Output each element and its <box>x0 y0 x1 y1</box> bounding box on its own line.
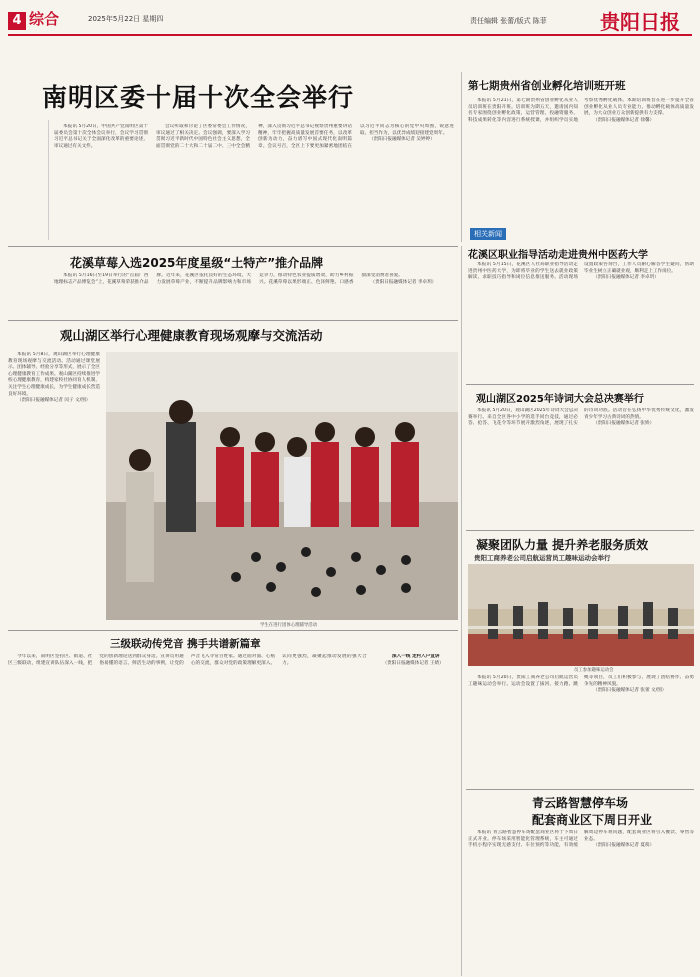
section-rule <box>8 630 458 631</box>
flower-text: 本报讯 5月16日至19日举行的“首届广西地理标志产品博览会”上，花溪草莓荣获推介品牌。近年来，花溪区依托良好的生态环境，大力发展草莓产业，不断提升品牌影响力和市场竞争力，推动特色农业提质增效，助力乡村振兴。花溪草莓以果形端正、色泽鲜艳、口感香甜深受消费者喜爱。 <box>54 273 403 285</box>
psych-text: 本报讯 5月8日，观山湖区举行心理健康教育现场观摩与交流活动。活动通过课堂展示、团体辅导、经验分享等形式，展示了全区心理健康教育工作成果。观山湖区持续推进学校心理健康教育，构建家校社协同育人机制，关注学生心理健康成长，为学生健康成长营造良好环境。 <box>8 352 100 397</box>
volunteer-photo <box>468 564 694 666</box>
column-divider <box>461 246 462 976</box>
main-lead: 本报讯 5月20日，中国共产党南明区第十届委员会第十次全体会议举行，会议学习贯彻习近平总书记关于全面深化改革的重要论述，审议通过有关文件。 <box>54 124 148 149</box>
psych-source: （贵阳日报融媒体记者 闵子 文/图） <box>17 398 91 404</box>
tri-text: 今年以来，南明区坚持区、街道、社区三级联动，组建宣讲队伍深入一线，把党的创新理论送到群众身边。宣讲员用通俗易懂的语言、鲜活生动的事例，让党的声音飞入寻常百姓家。通过面对面、心贴心的交流，群众对党的政策理解更深入、认同更强烈，凝聚起推动发展的强大合力。 <box>8 654 367 666</box>
page-number: 4 综合 <box>8 8 84 28</box>
related-news-tag: 相关新闻 <box>470 228 506 240</box>
incubation-text: 本报讯 5月21日，第七期贵州省创业孵化从业人员培训班在贵阳开班。培训班为期五天，邀请国内知名专家围绕创业孵化政策、运营管理、投融资服务、科技成果转化等内容进行系统授课，并组织学员实地考察优秀孵化载体。本期培训班旨在进一步提升全省创业孵化从业人员专业能力，推动孵化载体高质量发展，为大众创业万众创新提供有力支撑。 <box>468 98 694 123</box>
classroom-photo-icon <box>106 352 458 620</box>
main-left-margin <box>8 120 49 240</box>
parking-source: （贵阳日报融媒体记者 夏萌） <box>593 843 655 849</box>
volunteer-caption: 员工参加趣味运动会 <box>574 668 614 673</box>
header-rule <box>8 34 692 36</box>
psych-caption: 学生在进行团体心理辅导活动 <box>260 623 318 628</box>
parking-subtitle: 配套商业区下周日开业 <box>532 813 653 827</box>
poetry-headline: 观山湖区2025年诗词大会总决赛举行 <box>476 394 644 405</box>
parking-text: 本报讯 青云路智慧停车场配套商业区将于下周日正式开业。停车场采用智能化管理系统，车主可通过手机小程序实现无感支付、车位预约等功能，有效缓解周边停车难问题，配套商业区将引入餐饮、零售等业态。 <box>468 830 694 849</box>
poetry-body <box>468 408 694 528</box>
vocational-body <box>468 262 694 380</box>
volunteer-body <box>468 675 694 785</box>
psych-headline: 观山湖区举行心理健康教育现场观摩与交流活动 <box>60 328 323 343</box>
incubation-source: （贵阳日报融媒体记者 徐馨） <box>593 117 655 123</box>
volunteer-text: 本报讯 5月20日，贵阳工商养老公司启航运营员工趣味运动会举行。运动会设置了拔河、接力跑、跳绳等项目，员工们积极参与，展现了团结协作、奋勇争先的精神风貌。 <box>468 675 694 687</box>
section-rule <box>466 789 694 790</box>
flower-source: （贵阳日报融媒体记者 李卓玥） <box>370 279 437 285</box>
section-name: 综合 <box>29 10 60 28</box>
tri-headline: 三级联动传党音 携手共谱新篇章 <box>110 638 261 650</box>
section-rule <box>466 384 694 385</box>
parking-body <box>468 830 694 972</box>
vocational-headline: 花溪区职业指导活动走进贵州中医药大学 <box>468 250 648 261</box>
tri-subhead: 深入一线 走村入户宣讲 <box>391 654 440 659</box>
vocational-text: 本报讯 5月15日，花溪区人社局职业指导活动走进贵州中医药大学，为即将毕业的学生送去就业政策解读、求职技巧指导和岗位信息推送服务。活动现场设置政策咨询台，工作人员耐心解答学生疑问，帮助毕业生树立正确就业观，顺利走上工作岗位。 <box>468 262 694 281</box>
main-headline: 南明区委十届十次全会举行 <box>42 83 355 112</box>
main-body <box>54 124 454 236</box>
psych-photo <box>106 352 458 620</box>
poetry-source: （贵阳日报融媒体记者 张娇） <box>593 421 655 427</box>
psych-body <box>8 352 100 620</box>
flower-headline: 花溪草莓入选2025年度星级“土特产”推介品牌 <box>70 256 324 270</box>
main-text: 会议听取和讨论了区委常委会工作情况，审议通过了相关决定。会议强调，要深入学习贯彻习近平新时代中国特色社会主义思想，全面贯彻党的二十大和二十届二中、三中全会精神，深入贯彻习近平总书记视察贵州重要讲话精神，牢牢把握高质量发展首要任务，以改革创新为动力，奋力谱写中国式现代化南明篇章。会议号召，全区上下要更加紧密地团结在以习近平同志为核心的党中央周围，锐意进取、担当作为，以优异成绩迎接建党周年。 <box>156 124 454 149</box>
sports-photo-icon <box>468 564 694 666</box>
section-rule <box>8 320 458 321</box>
tri-body <box>8 654 458 974</box>
vocational-source: （贵阳日报融媒体记者 李卓玥） <box>593 275 659 281</box>
flower-body <box>54 273 456 317</box>
section-rule <box>8 246 458 247</box>
column-divider <box>461 72 462 242</box>
volunteer-subtitle: 贵阳工商养老公司启航运营员工趣味运动会举行 <box>474 554 611 562</box>
main-source: （贵阳日报融媒体记者 吴婷婷） <box>369 137 435 143</box>
issue-date: 2025年5月22日 星期四 <box>88 15 164 23</box>
incubation-headline: 第七期贵州省创业孵化培训班开班 <box>468 80 626 92</box>
parking-headline: 青云路智慧停车场 <box>532 796 629 810</box>
volunteer-source: （贵阳日报融媒体记者 张蕾 文/图） <box>593 688 667 694</box>
section-rule <box>466 530 694 531</box>
editor-credit: 责任编辑 张蕾/版式 陈菲 <box>470 17 547 25</box>
tri-source: （贵阳日报融媒体记者 王婧） <box>382 660 444 666</box>
poetry-text: 本报讯 5月20日，观山湖区2025年诗词大会总决赛举行。来自全区各中小学的选手同台竞技，通过必答、抢答、飞花令等环节展开激烈角逐，展现了扎实的诗词功底。活动旨在弘扬中华优秀传统文化，激发青少年学习古典诗词的热情。 <box>468 408 694 427</box>
masthead-logo: 贵阳日报 <box>600 10 680 34</box>
incubation-body <box>468 98 694 240</box>
volunteer-headline: 凝聚团队力量 提升养老服务质效 <box>476 538 649 552</box>
